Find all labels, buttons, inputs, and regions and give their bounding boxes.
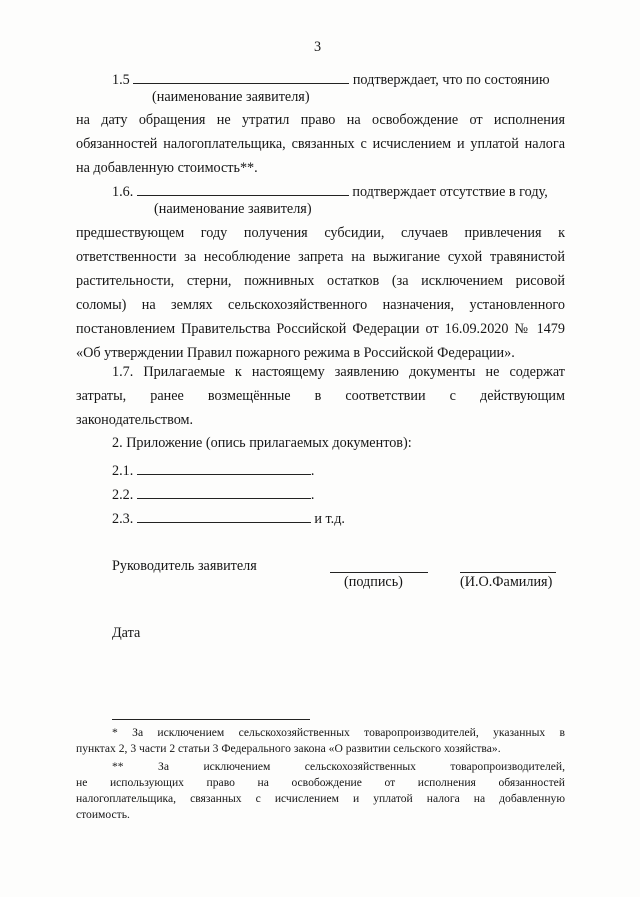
date-label: Дата [112,625,141,641]
item-1-5-number: 1.5 [112,72,130,88]
item-1-5-header [112,69,550,89]
footnote-2-line: ** За исключением сельскохозяйственных товаропроизводителей, [112,760,565,773]
item-1-6-line: соломы) на землях сельскохозяйственного назначения, установленного [76,297,565,313]
item-1-6-line: постановлением Правительства Российской Федерации от 16.09.2020 № 1479 [76,321,565,337]
footnote-2-line: налогоплательщика, связанных с исчислением и уплатой налога на добавленную [76,792,565,805]
footnote-2-line: стоимость. [76,808,130,821]
footnote-1-line: пунктах 2, 3 части 2 статьи 3 Федерального закона «О развитии сельского хозяйства». [76,742,501,755]
item-1-5-caption: (наименование заявителя) [152,89,310,105]
attachment-item [112,508,345,528]
footnote-separator [112,719,310,720]
name-caption: (И.О.Фамилия) [460,574,553,590]
item-1-6-number: 1.6. [112,184,134,200]
attachment-suffix: . [310,487,315,503]
item-1-6-caption: (наименование заявителя) [154,201,312,217]
footnote-1-line: * За исключением сельскохозяйственных товаропроизводителей, указанных в [112,726,565,739]
item-1-5-line: на добавленную стоимость**. [76,160,258,176]
item-1-6-line: предшествующем году получения субсидии, случаев привлечения к [76,225,565,241]
attachment-number: 2.2. [112,487,134,503]
item-1-6-line: «Об утверждении Правил пожарного режима в Российской Федерации». [76,345,515,361]
item-1-5-text: подтверждает, что по состоянию [352,72,550,88]
attachment-suffix: и т.д. [314,511,345,527]
item-1-7-line: законодательством. [76,412,194,428]
attachment-blank [137,508,311,523]
attachments-heading: 2. Приложение (опись прилагаемых документов): [112,435,412,451]
footnote-2-line: не использующих право на освобождение от исполнения обязанностей [76,776,565,789]
page-number: 3 [314,39,322,55]
item-1-5-line: на дату обращения не утратил право на освобождение от исполнения [76,112,565,128]
item-1-6-header [112,181,548,201]
attachment-number: 2.3. [112,511,134,527]
attachment-item [112,484,314,504]
item-1-7-line: 1.7. Прилагаемые к настоящему заявлению документы не содержат [112,364,565,380]
item-1-6-line: ответственности за несоблюдение запрета на выжигание сухой травянистой [76,249,565,265]
attachment-item [112,460,314,480]
attachment-suffix: . [310,463,315,479]
attachment-blank [137,484,311,499]
item-1-6-text: подтверждает отсутствие в году, [352,184,548,200]
item-1-5-line: обязанностей налогоплательщика, связанных с исчислением и уплатой налога [76,136,565,152]
attachment-number: 2.1. [112,463,134,479]
item-1-6-line: растительности, стерни, пожнивных остатков (за исключением рисовой [76,273,565,289]
item-1-7-line: затраты, ранее возмещённые в соответствии с действующим [76,388,565,404]
applicant-name-blank [137,181,349,196]
applicant-name-blank [133,69,349,84]
signature-caption: (подпись) [344,574,403,590]
attachment-blank [137,460,311,475]
signature-label: Руководитель заявителя [112,558,257,574]
